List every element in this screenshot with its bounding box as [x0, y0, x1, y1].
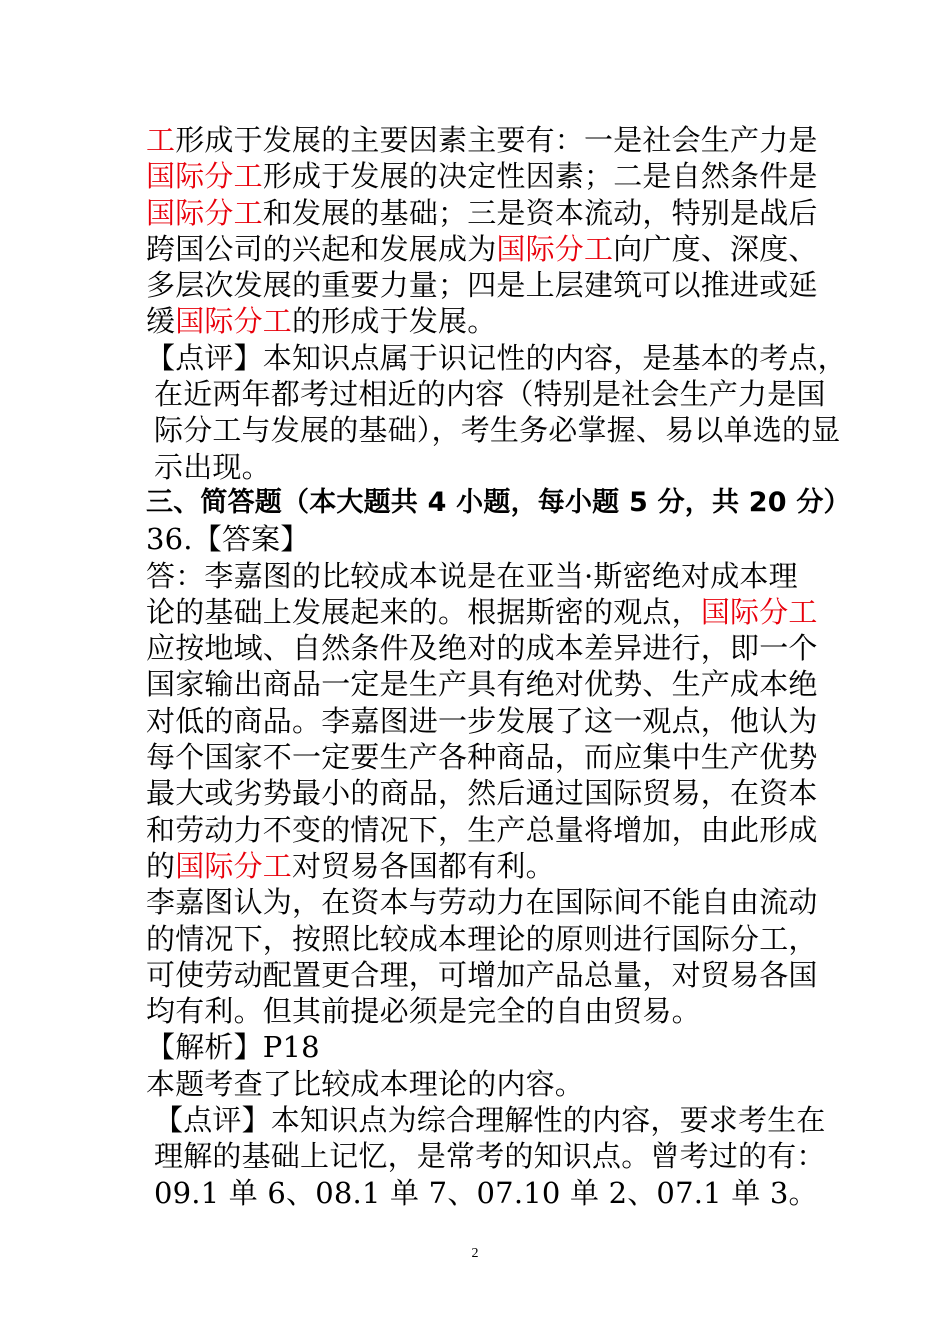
section-heading: 三、简答题（本大题共 4 小题，每小题 5 分，共 20 分） — [146, 486, 851, 518]
highlight-term: 国际分工 — [496, 231, 614, 266]
question-label: 36.【答案】 — [146, 522, 310, 557]
text-span: 形成于发展的主要因素主要有：一是社会生产力是 — [175, 123, 818, 157]
text-span: 跨国公司的兴起和发展成为 — [146, 231, 497, 266]
highlight-term: 国际分工 — [700, 594, 818, 629]
answer-line — [146, 848, 811, 884]
answer-line: 最大或劣势最小的商品，然后通过国际贸易，在资本 — [146, 776, 818, 811]
text-line — [146, 303, 811, 339]
answer-line: 和劳动力不变的情况下，生产总量将增加，由此形成 — [146, 812, 818, 847]
highlight-term: 工 — [146, 123, 176, 157]
text-span: 缓 — [146, 304, 176, 339]
review-line: 09.1 单 6、08.1 单 7、07.10 单 2、07.1 单 3。 — [154, 1175, 818, 1210]
analysis-label: 【解析】P18 — [146, 1030, 320, 1065]
document-body — [146, 122, 851, 1211]
review-line: 示出现。 — [154, 449, 271, 484]
answer-line: 李嘉图认为，在资本与劳动力在国际间不能自由流动 — [146, 885, 818, 920]
answer-line: 答：李嘉图的比较成本说是在亚当·斯密绝对成本理 — [146, 558, 798, 593]
text-span: 和发展的基础；三是资本流动，特别是战后 — [262, 195, 818, 230]
highlight-term: 国际分工 — [146, 159, 263, 194]
review-line: 【点评】本知识点为综合理解性的内容，要求考生在 — [154, 1103, 826, 1138]
text-line — [146, 158, 818, 194]
answer-line: 的情况下，按照比较成本理论的原则进行国际分工， — [146, 921, 818, 956]
answer-line: 每个国家不一定要生产各种商品，而应集中生产优势 — [146, 740, 818, 775]
review-line: 在近两年都考过相近的内容（特别是社会生产力是国 — [154, 377, 826, 412]
answer-line: 应按地域、自然条件及绝对的成本差异进行，即一个 — [146, 631, 818, 666]
text-span: 向广度、深度、 — [613, 231, 818, 266]
review-line: 【点评】本知识点属于识记性的内容，是基本的考点， — [146, 340, 847, 375]
text-line — [146, 231, 818, 267]
answer-line — [146, 594, 818, 630]
text-line — [146, 195, 818, 231]
text-span: 对贸易各国都有利。 — [292, 848, 555, 883]
review-line: 理解的基础上记忆，是常考的知识点。曾考过的有： — [154, 1139, 826, 1174]
analysis-text: 本题考查了比较成本理论的内容。 — [146, 1066, 585, 1101]
review-line: 际分工与发展的基础），考生务必掌握、易以单选的显 — [154, 413, 841, 448]
text-span: 形成于发展的决定性因素；二是自然条件是 — [262, 159, 818, 194]
text-span: 的 — [146, 848, 176, 883]
text-span: 论的基础上发展起来的。根据斯密的观点， — [146, 594, 701, 629]
answer-line: 可使劳动配置更合理，可增加产品总量，对贸易各国 — [146, 957, 818, 992]
text-line — [146, 122, 818, 158]
highlight-term: 国际分工 — [175, 848, 293, 883]
highlight-term: 国际分工 — [175, 304, 293, 339]
answer-line: 对低的商品。李嘉图进一步发展了这一观点，他认为 — [146, 703, 818, 738]
page-number: 2 — [471, 1246, 479, 1261]
text-line: 多层次发展的重要力量；四是上层建筑可以推进或延 — [146, 268, 818, 303]
answer-line: 均有利。但其前提必须是完全的自由贸易。 — [146, 994, 701, 1029]
highlight-term: 国际分工 — [146, 195, 263, 230]
answer-line: 国家输出商品一定是生产具有绝对优势、生产成本绝 — [146, 667, 818, 702]
text-span: 的形成于发展。 — [292, 304, 497, 339]
